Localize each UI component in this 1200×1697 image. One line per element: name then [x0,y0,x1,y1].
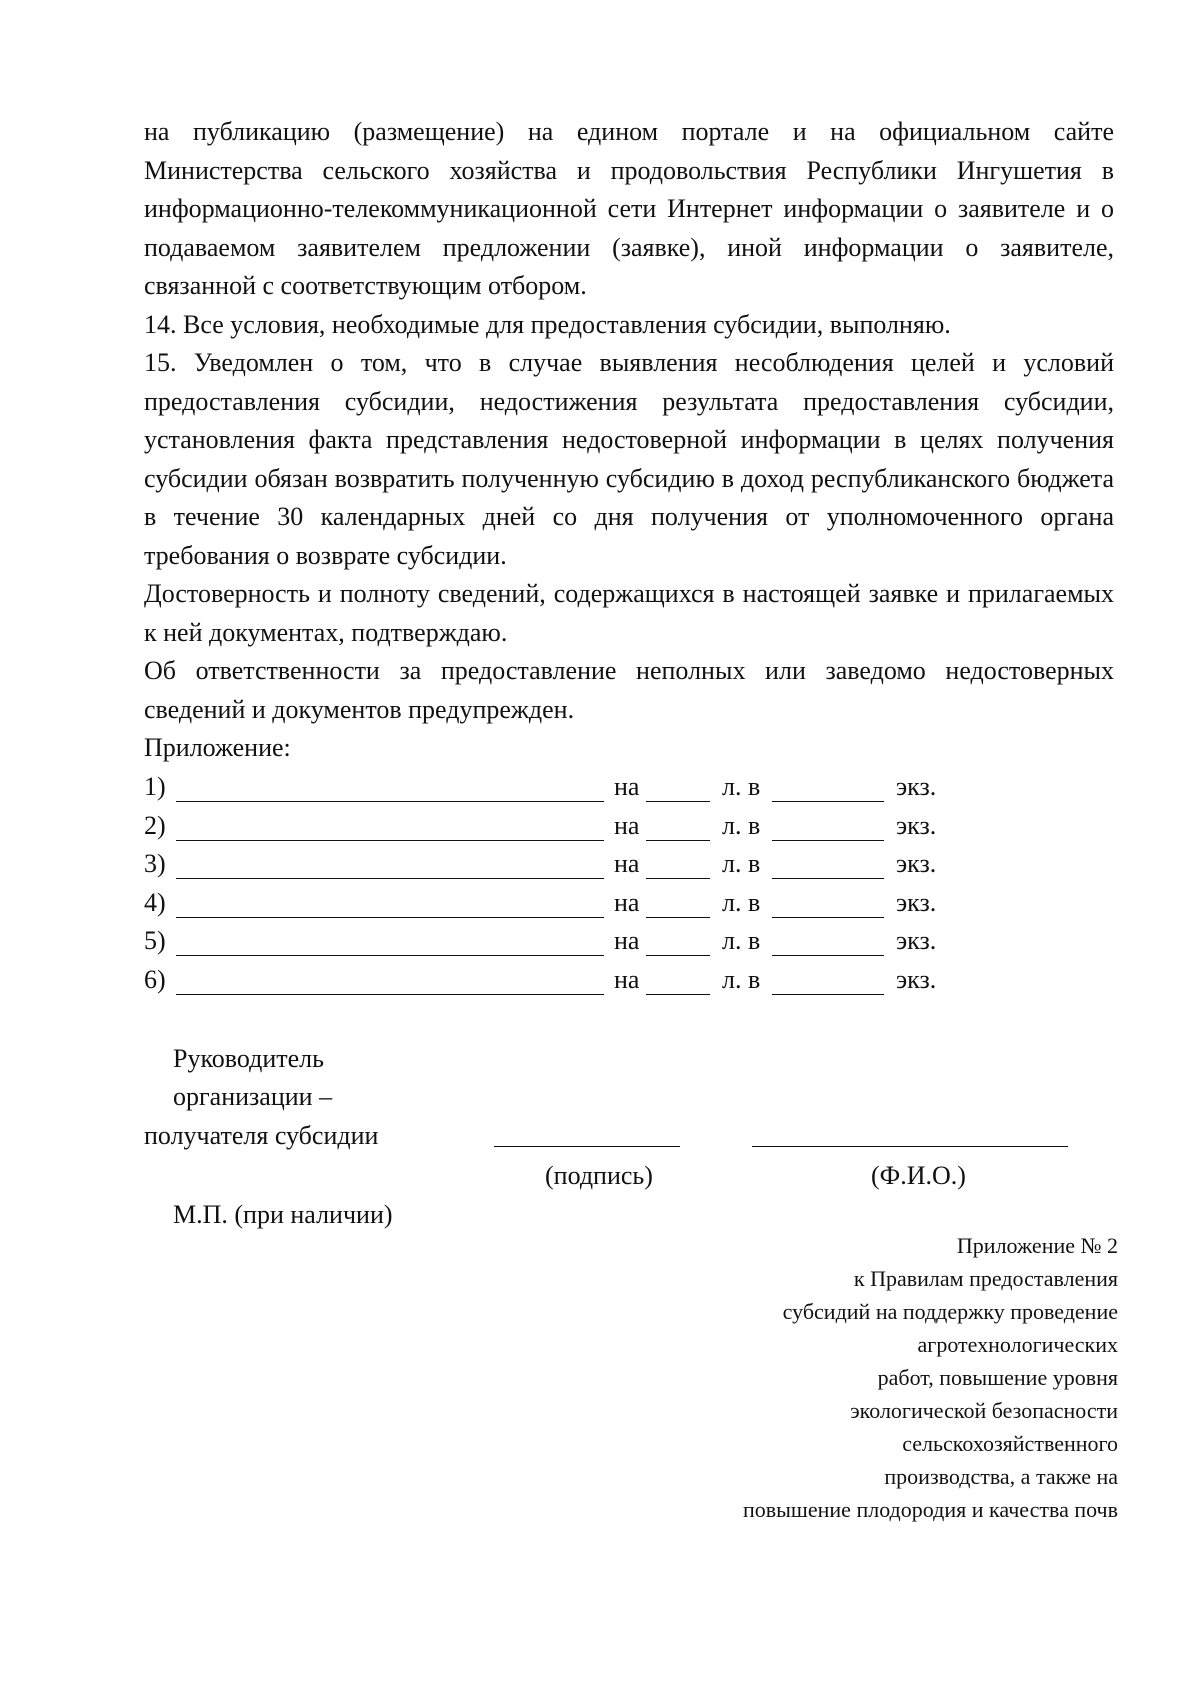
annex-row-ekz: экз. [896,926,937,955]
document-name-blank[interactable] [176,801,604,802]
signatory-title-line-1: Руководитель [173,1044,324,1073]
annex-row-na: на [614,849,640,878]
appendix-header-line: повышение плодородия и качества почв [742,1497,1118,1522]
annex-row-na: на [614,772,640,801]
appendix-header-line: субсидий на поддержку проведение [782,1299,1118,1324]
sheets-count-blank[interactable] [646,955,710,956]
copies-count-blank[interactable] [772,917,884,918]
annex-row-ekz: экз. [896,849,937,878]
stamp-place-label: М.П. (при наличии) [173,1200,393,1229]
annex-row-ekz: экз. [896,772,937,801]
signatory-title-line-3: получателя субсидии [144,1121,379,1150]
document-name-blank[interactable] [176,955,604,956]
sheets-count-blank[interactable] [646,840,710,841]
annex-row-lv: л. в [722,849,761,878]
copies-count-blank[interactable] [772,955,884,956]
sheets-count-blank[interactable] [646,801,710,802]
annex-row-lv: л. в [722,810,761,840]
appendix-header [558,1229,1118,1526]
document-name-blank[interactable] [176,840,604,841]
body-text [144,113,1114,768]
annex-row-lv: л. в [722,772,761,801]
appendix-header-line: к Правилам предоставления [853,1266,1118,1291]
annex-row [144,848,964,887]
annex-row-lv: л. в [722,926,761,955]
full-name-caption: (Ф.И.О.) [871,1161,966,1190]
annex-row-na: на [614,810,640,840]
annex-row-number: 2) [144,810,166,840]
annex-row [144,887,964,926]
annex-row-number: 5) [144,926,166,955]
paragraph-refund-notice: 15. Уведомлен о том, что в случае выявления несоблюдения целей и условий предоставления субсидии, недостижения результата предоставления субсидии, установления факта представления недостоверной информации в целях получения субсидии обязан возвратить полученную субсидию в доход республиканского бюджета в течение 30 календарных дней со дня получения от уполномоченного органа требования о возврате субсидии. [144,348,1114,570]
annex-row [144,964,964,1003]
signature-blank[interactable] [494,1146,680,1147]
annex-row-ekz: экз. [896,964,937,994]
annex-row-number: 4) [144,887,166,917]
annex-row [144,771,964,810]
appendix-header-line: агротехнологических [917,1332,1118,1357]
appendix-header-line: производства, а также на [884,1464,1118,1489]
appendix-header-line: сельскохозяйственного [902,1431,1118,1456]
appendix-header-line: работ, повышение уровня [877,1365,1118,1390]
annex-label: Приложение: [144,733,291,762]
annex-row-lv: л. в [722,964,761,994]
paragraph-publication-consent: на публикацию (размещение) на едином портале и на официальном сайте Министерства сельского хозяйства и продовольствия Республики Ингушетия в информационно-телекоммуникационной сети Интернет информации о заявителе и о подаваемом заявителем предложении (заявке), иной информации о заявителе, связанной с соответствующим отбором. [144,117,1114,300]
annex-row [144,810,964,849]
annex-row-ekz: экз. [896,887,937,917]
annex-row-na: на [614,964,640,994]
annex-list [144,771,964,1002]
annex-row-lv: л. в [722,887,761,917]
signature-caption: (подпись) [545,1161,653,1190]
signatory-title-line-2: организации – [173,1082,333,1111]
copies-count-blank[interactable] [772,801,884,802]
copies-count-blank[interactable] [772,840,884,841]
appendix-header-line: экологической безопасности [850,1398,1118,1423]
sheets-count-blank[interactable] [646,917,710,918]
sheets-count-blank[interactable] [646,994,710,995]
annex-row [144,925,964,964]
sheets-count-blank[interactable] [646,878,710,879]
paragraph-accuracy: Достоверность и полноту сведений, содержащихся в настоящей заявке и прилагаемых к ней документах, подтверждаю. [144,579,1114,647]
annex-row-number: 6) [144,964,166,994]
paragraph-conditions: 14. Все условия, необходимые для предоставления субсидии, выполняю. [144,309,951,339]
copies-count-blank[interactable] [772,878,884,879]
copies-count-blank[interactable] [772,994,884,995]
document-name-blank[interactable] [176,878,604,879]
paragraph-responsibility: Об ответственности за предоставление неполных или заведомо недостоверных сведений и документов предупрежден. [144,656,1114,724]
annex-row-na: на [614,926,640,955]
annex-row-number: 3) [144,849,166,878]
annex-row-number: 1) [144,772,166,801]
appendix-header-line: Приложение № 2 [956,1233,1118,1258]
full-name-blank[interactable] [752,1146,1068,1147]
annex-row-na: на [614,887,640,917]
document-name-blank[interactable] [176,994,604,995]
annex-row-ekz: экз. [896,810,937,840]
document-name-blank[interactable] [176,917,604,918]
